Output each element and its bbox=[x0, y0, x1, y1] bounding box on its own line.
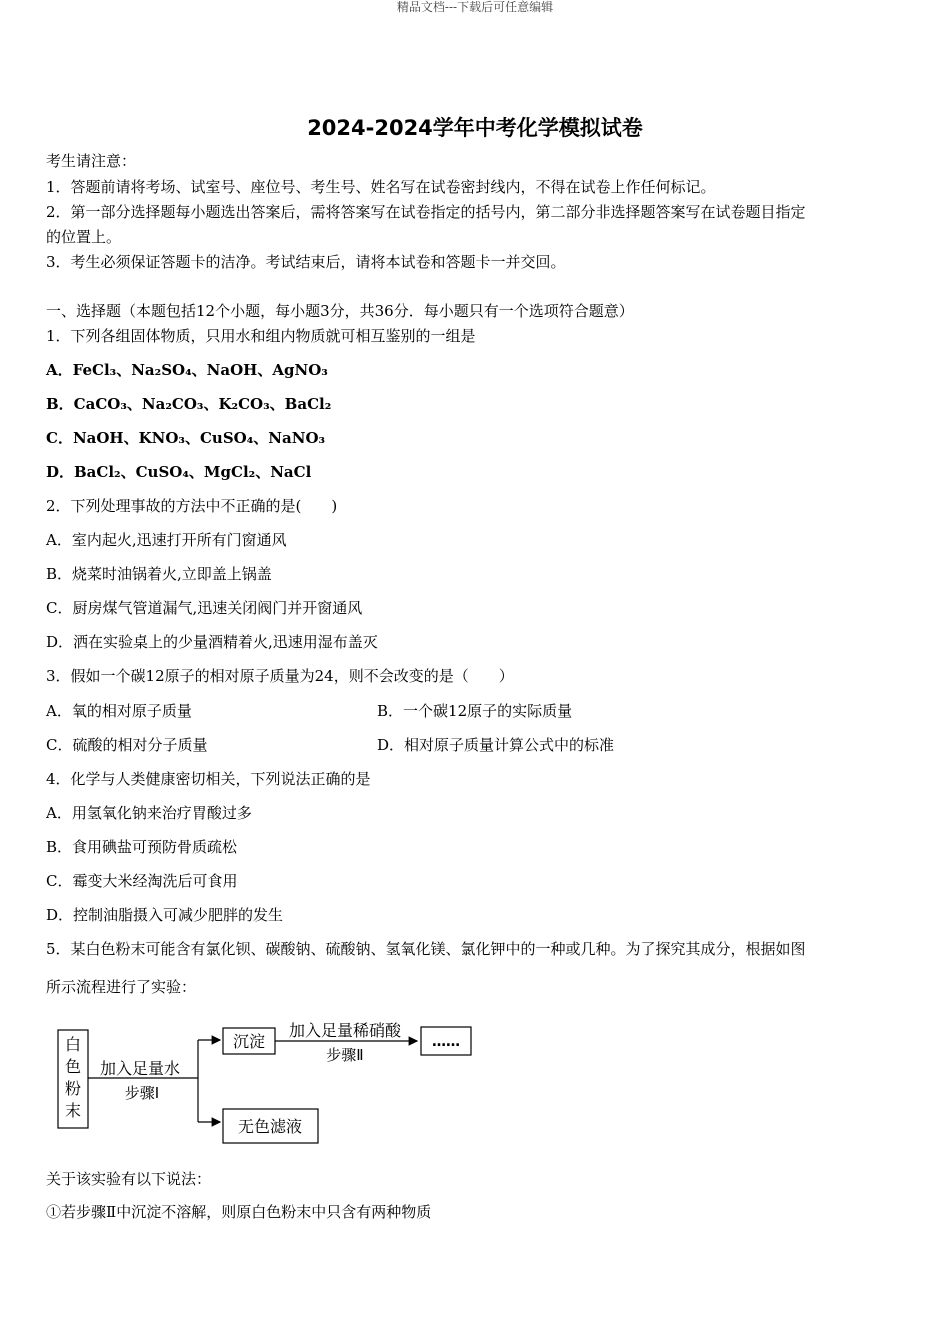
q4-option-c: C．霉变大米经淘洗后可食用 bbox=[46, 872, 238, 890]
q1-option-b: B．CaCO₃、Na₂CO₃、K₂CO₃、BaCl₂ bbox=[46, 395, 332, 413]
q1-option-a: A．FeCl₃、Na₂SO₄、NaOH、AgNO₃ bbox=[46, 361, 328, 379]
q5-stem-line1: 5．某白色粉末可能含有氯化钡、碳酸钠、硫酸钠、氢氧化镁、氯化钾中的一种或几种。为了探究其成分，根据如图 bbox=[46, 940, 806, 958]
step2-reagent-label: 加入足量稀硝酸 bbox=[288, 1021, 402, 1040]
notice-item-2: 2．第一部分选择题每小题选出答案后，需将答案写在试卷指定的括号内，第二部分非选择题答案写在试卷题目指定 bbox=[46, 203, 806, 221]
start-char-4: 末 bbox=[64, 1101, 82, 1120]
section-1-heading: 一、选择题（本题包括12个小题，每小题3分，共36分．每小题只有一个选项符合题意） bbox=[46, 302, 634, 320]
q3-option-b: B．一个碳12原子的实际质量 bbox=[377, 702, 573, 720]
q3-option-d: D．相对原子质量计算公式中的标准 bbox=[377, 736, 615, 754]
q1-option-c: C．NaOH、KNO₃、CuSO₄、NaNO₃ bbox=[46, 429, 326, 447]
q4-option-b: B．食用碘盐可预防骨质疏松 bbox=[46, 838, 238, 856]
notice-item-1: 1．答题前请将考场、试室号、座位号、考生号、姓名写在试卷密封线内，不得在试卷上作任何标记。 bbox=[46, 178, 716, 196]
result-label: …… bbox=[432, 1034, 460, 1050]
experiment-flowchart bbox=[55, 1020, 485, 1150]
q5-statement-1: ①若步骤Ⅱ中沉淀不溶解，则原白色粉末中只含有两种物质 bbox=[46, 1203, 432, 1221]
exam-title: 2024-2024学年中考化学模拟试卷 bbox=[307, 116, 643, 140]
q1-option-d: D．BaCl₂、CuSO₄、MgCl₂、NaCl bbox=[46, 463, 312, 481]
q4-stem: 4．化学与人类健康密切相关，下列说法正确的是 bbox=[46, 770, 371, 788]
start-char-1: 白 bbox=[64, 1035, 82, 1054]
q3-option-c: C．硫酸的相对分子质量 bbox=[46, 736, 208, 754]
q2-option-b: B．烧菜时油锅着火,立即盖上锅盖 bbox=[46, 565, 272, 583]
q2-option-a: A．室内起火,迅速打开所有门窗通风 bbox=[46, 531, 287, 549]
step1-label: 步骤Ⅰ bbox=[124, 1084, 160, 1102]
start-char-2: 色 bbox=[64, 1057, 82, 1076]
q3-option-a: A．氧的相对原子质量 bbox=[46, 702, 192, 720]
q2-stem: 2．下列处理事故的方法中不正确的是( ) bbox=[46, 497, 338, 515]
q4-option-a: A．用氢氧化钠来治疗胃酸过多 bbox=[46, 804, 252, 822]
q5-stem-line2: 所示流程进行了实验： bbox=[46, 978, 197, 996]
q4-option-d: D．控制油脂摄入可减少肥胖的发生 bbox=[46, 906, 284, 924]
q2-option-c: C．厨房煤气管道漏气,迅速关闭阀门并开窗通风 bbox=[46, 599, 363, 617]
precipitate-label: 沉淀 bbox=[232, 1032, 266, 1051]
start-char-3: 粉 bbox=[64, 1079, 82, 1098]
q2-option-d: D．洒在实验桌上的少量酒精着火,迅速用湿布盖灭 bbox=[46, 633, 378, 651]
step1-reagent-label: 加入足量水 bbox=[99, 1059, 181, 1078]
q1-stem: 1．下列各组固体物质，只用水和组内物质就可相互鉴别的一组是 bbox=[46, 327, 476, 345]
notice-item-3: 3．考生必须保证答题卡的洁净。考试结束后，请将本试卷和答题卡一并交回。 bbox=[46, 253, 566, 271]
filtrate-label: 无色滤液 bbox=[237, 1117, 303, 1136]
page-header-note: 精品文档---下载后可任意编辑 bbox=[396, 0, 554, 14]
q5-after-text: 关于该实验有以下说法： bbox=[46, 1170, 212, 1188]
notice-item-2-cont: 的位置上。 bbox=[46, 228, 122, 246]
q3-stem: 3．假如一个碳12原子的相对原子质量为24，则不会改变的是（ ） bbox=[46, 667, 514, 685]
notice-heading: 考生请注意： bbox=[46, 152, 137, 170]
step2-label: 步骤Ⅱ bbox=[326, 1046, 364, 1064]
